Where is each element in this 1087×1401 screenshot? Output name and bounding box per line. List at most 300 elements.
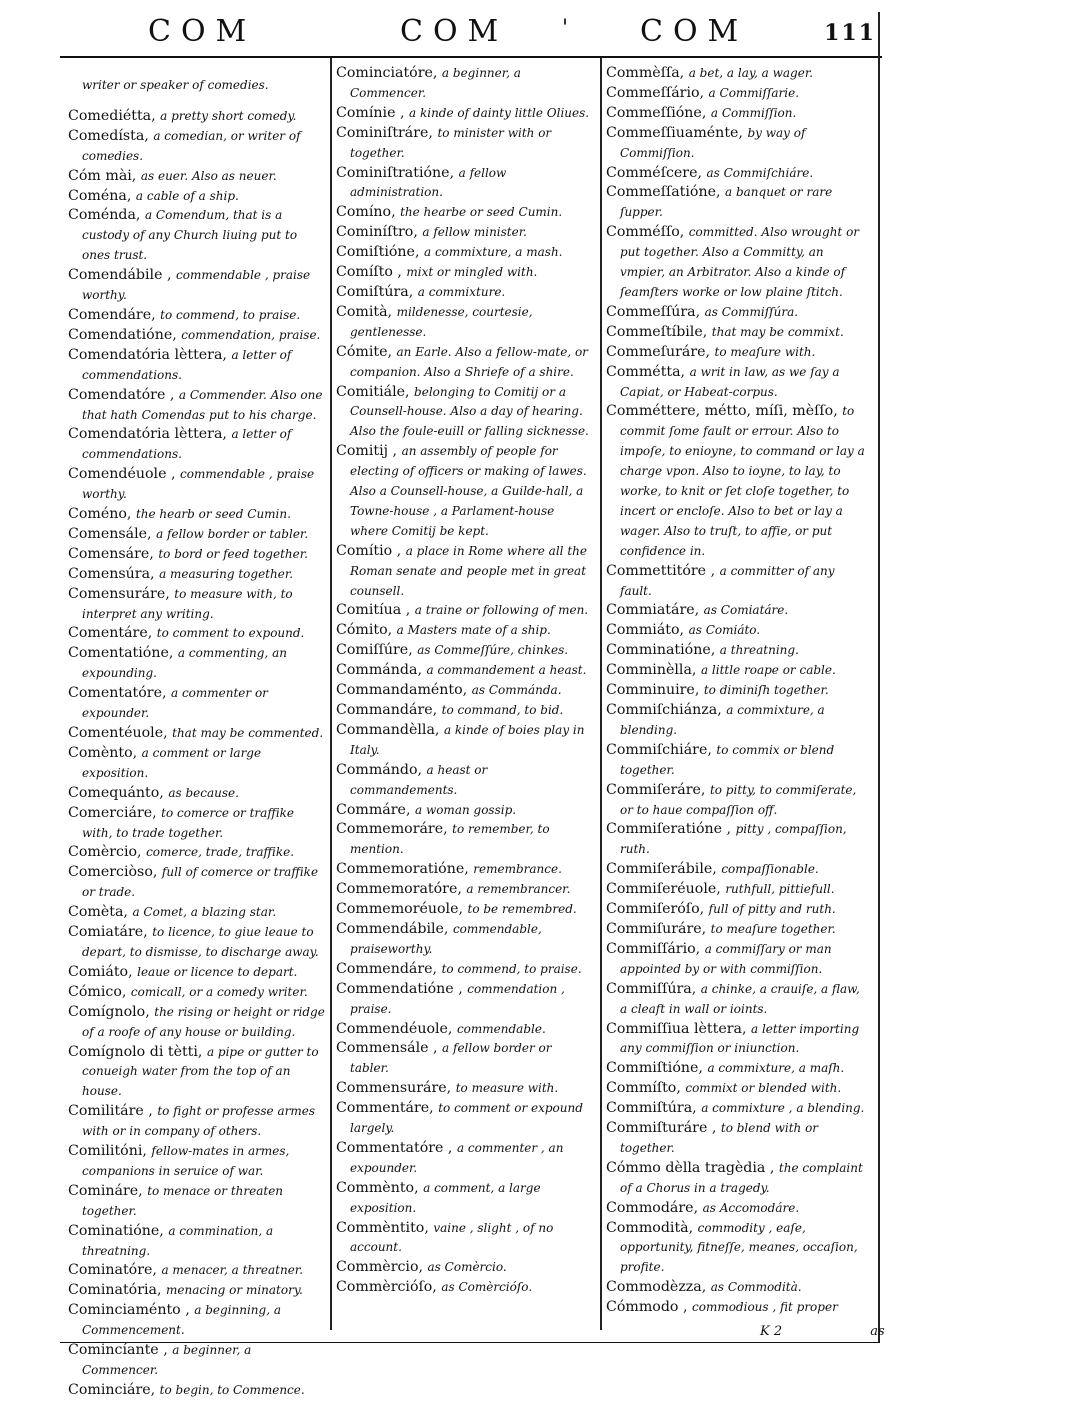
dictionary-entry <box>606 701 870 741</box>
definition: the hearb or seed Cumin. <box>135 507 291 522</box>
definition: a Commiſſion. <box>710 105 797 120</box>
headword: Commeſſatióne, <box>606 184 725 201</box>
dictionary-entry <box>336 601 594 621</box>
headword: Comminèlla, <box>606 662 701 679</box>
dictionary-entry <box>606 1298 870 1318</box>
definition: commendation , praise. <box>350 981 565 1016</box>
headword: Commèſſa, <box>606 65 689 81</box>
definition: as Comiatáre. <box>703 603 789 618</box>
dictionary-entry <box>336 721 594 761</box>
headword: Comensuráre, <box>68 585 175 602</box>
dictionary-entry <box>336 263 594 283</box>
dictionary-entry <box>336 960 594 980</box>
definition: a commiſſary or man appointed by or with commiſſion. <box>620 941 832 976</box>
definition: a fellow border or tabler. <box>156 526 309 541</box>
definition: full of pitty and ruth. <box>708 902 836 917</box>
dictionary-entry <box>68 624 326 644</box>
dictionary-entry <box>336 223 594 243</box>
definition: to command, to bid. <box>441 703 564 717</box>
dictionary-entry <box>68 1043 326 1103</box>
dictionary-entry <box>336 164 594 204</box>
headword: Commiſeréuole, <box>606 881 726 898</box>
dictionary-entry <box>68 1222 326 1262</box>
headword: Commemoratióne, <box>336 861 474 878</box>
definition: to measure with, to interpret any writing. <box>82 586 293 621</box>
headword: Commiſtióne, <box>606 1060 708 1077</box>
dictionary-entry <box>606 601 870 621</box>
dictionary-entry <box>68 724 326 744</box>
dictionary-entry <box>606 880 870 900</box>
definition: commendable , praise worthy. <box>82 467 315 502</box>
dictionary-entry <box>68 684 326 724</box>
headword: Commiſſúra, <box>606 980 701 997</box>
definition: by way of Commiſſion. <box>620 125 806 160</box>
definition: a comedian, or writer of comedies. <box>82 128 301 163</box>
headword: Coména, <box>68 187 136 204</box>
headword: Commemoráre, <box>336 821 453 838</box>
running-header <box>60 14 880 54</box>
dictionary-entry <box>336 820 594 860</box>
headword: Commodáre, <box>606 1199 703 1216</box>
definition: a beginner, a Commencer. <box>82 1343 252 1377</box>
definition: to be remembred. <box>467 902 577 917</box>
headword: Commiſuráre, <box>606 920 711 937</box>
headword: Comendatória lèttera, <box>68 346 232 363</box>
dictionary-entry <box>68 1182 326 1222</box>
headword: Commeſuráre, <box>606 343 715 360</box>
dictionary-entry <box>68 983 326 1003</box>
dictionary-entry <box>68 167 326 187</box>
dictionary-entry <box>336 1079 594 1099</box>
dictionary-entry <box>606 303 870 323</box>
headword: Commiatáre, <box>606 602 704 619</box>
definition: a committer of any fault. <box>620 563 835 598</box>
headword: Coménda, <box>68 207 145 224</box>
headword: Commiſeráre, <box>606 781 710 798</box>
definition: to menace or threaten together. <box>82 1183 284 1218</box>
header-right-guideword: COM <box>640 14 749 49</box>
definition: to comerce or traffike with, to trade together. <box>82 805 295 840</box>
headword: Comendatória lèttera, <box>68 426 232 443</box>
headword: Commándo, <box>336 761 427 778</box>
dictionary-entry <box>606 402 870 561</box>
definition: a Comendum, that is a custody of any Church liuing put to ones trust. <box>82 208 298 263</box>
headword: Comensále, <box>68 525 157 542</box>
definition: a commixture , a blending. <box>701 1101 865 1116</box>
definition: belonging to Comitij or a Counsell-house. Also a day of hearing. Also the foule-euill or falling sicknesse. <box>350 384 589 439</box>
dictionary-entry <box>336 283 594 303</box>
dictionary-entry <box>68 863 326 903</box>
dictionary-entry <box>336 1139 594 1179</box>
definition: as Accomodáre. <box>702 1200 800 1215</box>
headword: Commeſſiuaménte, <box>606 124 748 141</box>
definition: to blend with or together. <box>620 1121 819 1155</box>
definition: pitty , compaſſion, ruth. <box>620 822 847 857</box>
dictionary-entry <box>336 104 594 124</box>
page-footer <box>760 1324 885 1339</box>
headword: Cominatióne, <box>68 1222 169 1239</box>
definition: commixt or blended with. <box>685 1081 842 1096</box>
definition: to comment or expound largely. <box>350 1101 583 1136</box>
headword: Commiſeróſo, <box>606 901 709 918</box>
headword: Cominatóre, <box>68 1262 162 1279</box>
headword: Comiáto, <box>68 963 138 980</box>
definition: comerce, trade, traffike. <box>146 845 295 860</box>
headword: Coméno, <box>68 506 136 523</box>
definition: to meaſure together. <box>710 921 836 936</box>
dictionary-entry <box>336 303 594 343</box>
definition: as Comiáto. <box>688 623 761 638</box>
header-left-guideword: COM <box>148 14 257 49</box>
headword: Commettitóre , <box>606 562 720 579</box>
definition: commodity , eaſe, opportunity, fitneſſe, meanes, occaſion, profite. <box>620 1220 858 1275</box>
dictionary-entry <box>336 64 594 104</box>
dictionary-entry <box>606 104 870 124</box>
header-mark: ' <box>562 16 569 41</box>
dictionary-entry <box>336 1099 594 1139</box>
headword: Comminuire, <box>606 682 704 699</box>
definition: a place in Rome where all the Roman senate and people met in great counsell. <box>350 543 587 598</box>
headword: Comediétta, <box>68 107 161 124</box>
headword: Commèrcióſo, <box>336 1279 442 1296</box>
definition: a writ in law, as we ſay a Capiat, or Habeat-corpus. <box>620 364 840 399</box>
definition: to remember, to mention. <box>350 822 550 857</box>
dictionary-entry <box>606 781 870 821</box>
dictionary-entry <box>68 585 326 625</box>
dictionary-entry <box>606 562 870 602</box>
headword: Commodèzza, <box>606 1279 711 1296</box>
headword: Comèta, <box>68 904 133 921</box>
dictionary-entry <box>68 1142 326 1182</box>
dictionary-entry <box>68 1102 326 1142</box>
header-middle-guideword: COM <box>400 14 509 49</box>
headword: Commiſſiua lèttera, <box>606 1020 751 1037</box>
definition: as Commánda. <box>471 683 562 698</box>
dictionary-entry <box>68 545 326 565</box>
definition: that may be commented. <box>172 726 324 740</box>
dictionary-entry <box>336 801 594 821</box>
headword: Cómite, <box>336 343 397 360</box>
dictionary-entry <box>68 187 326 207</box>
definition: a cable of a ship. <box>135 188 239 203</box>
definition: a letter of commendations. <box>82 427 292 462</box>
definition: as Comèrcio. <box>427 1260 507 1275</box>
dictionary-entry <box>606 900 870 920</box>
definition: commendable, praiseworthy. <box>350 921 542 956</box>
headword: Commiſerábile, <box>606 861 722 878</box>
dictionary-entry <box>68 804 326 844</box>
definition: as because. <box>168 785 239 800</box>
headword: Cómmodo , <box>606 1299 692 1316</box>
dictionary-entry <box>606 1020 870 1060</box>
dictionary-entry <box>336 661 594 681</box>
header-rule <box>60 56 882 58</box>
definition: to minister with or together. <box>350 125 552 160</box>
headword: Comitíua , <box>336 602 415 619</box>
definition: a chinke, a crauiſe, a flaw, a cleaft in wall or ioints. <box>620 981 860 1016</box>
dictionary-entry <box>606 1119 870 1159</box>
headword: Comígnolo, <box>68 1003 155 1020</box>
dictionary-entry <box>68 505 326 525</box>
dictionary-entry <box>336 761 594 801</box>
definition: to begin, to Commence. <box>159 1382 305 1397</box>
dictionary-entry <box>68 784 326 804</box>
headword: Comènto, <box>68 744 142 761</box>
dictionary-entry <box>336 1258 594 1278</box>
headword: Cominatória, <box>68 1282 167 1299</box>
dictionary-entry <box>336 1219 594 1259</box>
dictionary-entry <box>606 84 870 104</box>
definition: a fellow administration. <box>350 165 507 200</box>
headword: Commènto, <box>336 1179 424 1196</box>
definition: a traine or following of men. <box>414 603 589 618</box>
headword: Comilitóni, <box>68 1143 152 1160</box>
headword: Commendéuole, <box>336 1020 457 1037</box>
headword: Commendábile, <box>336 920 453 937</box>
dictionary-entry <box>606 920 870 940</box>
headword: Comequánto, <box>68 784 169 801</box>
headword: Commentáre, <box>336 1100 439 1117</box>
dictionary-entry <box>606 820 870 860</box>
headword: Commeſſúra, <box>606 303 705 320</box>
dictionary-entry <box>336 681 594 701</box>
dictionary-entry <box>336 203 594 223</box>
dictionary-entry <box>336 383 594 443</box>
dictionary-entry <box>68 326 326 346</box>
dictionary-entry <box>336 243 594 263</box>
definition: the hearbe or seed Cumin. <box>400 205 563 220</box>
definition: a menacer, a threatner. <box>161 1263 304 1278</box>
definition: a commixture, a maſh. <box>707 1061 845 1076</box>
headword: Cominciatóre, <box>336 65 442 81</box>
dictionary-entry <box>68 903 326 923</box>
headword: Comendatóre , <box>68 386 179 403</box>
outer-rule <box>878 12 880 1342</box>
dictionary-entry <box>336 343 594 383</box>
headword: Comentatióne, <box>68 645 178 662</box>
dictionary-entry <box>336 124 594 164</box>
headword: Commemoréuole, <box>336 901 468 918</box>
headword: Commeſſário, <box>606 84 709 101</box>
headword: Comíſto , <box>336 264 407 281</box>
definition: a commixture. <box>417 284 506 299</box>
dictionary-entry <box>336 900 594 920</box>
dictionary-entry <box>68 386 326 426</box>
dictionary-entry <box>336 701 594 721</box>
dictionary-entry <box>336 860 594 880</box>
headword: Comméttа, <box>606 363 690 380</box>
definition: a heast or commandements. <box>350 762 488 797</box>
definition: a pretty short comedy. <box>160 108 297 123</box>
headword: Comerciòso, <box>68 864 162 881</box>
definition: a pipe or gutter to conueigh water from the top of an house. <box>82 1044 319 1099</box>
headword: Cominciáre, <box>68 1381 160 1398</box>
headword: Comendéuole , <box>68 466 181 483</box>
signature-mark: K 2 <box>760 1324 783 1339</box>
dictionary-entry <box>336 442 594 542</box>
headword: Cominciaménto , <box>68 1302 195 1319</box>
dictionary-entry <box>336 920 594 960</box>
dictionary-entry <box>606 124 870 164</box>
definition: to commend, to praise. <box>160 307 301 322</box>
definition: as Commiſſúra. <box>704 304 799 319</box>
definition: comicall, or a comedy writer. <box>130 984 308 999</box>
headword: Comítio , <box>336 542 406 559</box>
column-divider-1 <box>330 58 332 1330</box>
dictionary-entry <box>606 1159 870 1199</box>
headword: Comíno, <box>336 204 401 221</box>
definition: fellow-mates in armes, companions in seruice of war. <box>82 1144 290 1178</box>
definition: vaine , slight , of no account. <box>350 1220 554 1255</box>
headword: Comiſtióne, <box>336 244 424 261</box>
catchword: as <box>870 1324 885 1339</box>
dictionary-entry <box>68 923 326 963</box>
definition: commodious , fit proper <box>692 1300 838 1315</box>
dictionary-entry <box>68 206 326 266</box>
definition: a beginning, a Commencement. <box>82 1303 281 1338</box>
page-number: 111 <box>824 20 876 46</box>
headword: Comminatióne, <box>606 642 720 659</box>
column-2 <box>336 64 594 1298</box>
dictionary-entry <box>606 641 870 661</box>
definition: a kinde of dainty little Oliues. <box>409 105 590 120</box>
headword: Commèntito, <box>336 1219 434 1236</box>
dictionary-entry <box>68 107 326 127</box>
headword: Commiſſário, <box>606 940 705 957</box>
definition: a Comet, a blazing star. <box>132 905 277 920</box>
definition: as Commodità. <box>710 1280 802 1295</box>
definition: a bet, a lay, a wager. <box>688 66 814 80</box>
headword: Comincíante , <box>68 1342 173 1359</box>
definition: an Earle. Also a fellow-mate, or companion. Also a Shriefe of a shire. <box>350 344 588 379</box>
headword: Comiſſúre, <box>336 642 418 659</box>
headword: Cómmo dèlla tragèdia , <box>606 1159 779 1176</box>
definition: a Masters mate of a ship. <box>396 623 551 638</box>
definition: to commend, to praise. <box>441 961 582 976</box>
definition: a little roape or cable. <box>700 663 836 678</box>
definition: a commenter or expounder. <box>82 686 268 721</box>
headword: Comitij , <box>336 443 402 460</box>
dictionary-entry <box>68 306 326 326</box>
dictionary-entry <box>336 980 594 1020</box>
headword: Comendáre, <box>68 306 161 323</box>
headword: Comedísta, <box>68 127 154 144</box>
headword: Comensúra, <box>68 565 160 582</box>
definition: as Comèrcióſo. <box>441 1280 533 1295</box>
headword: Cominiſtráre, <box>336 124 438 141</box>
definition: a beginner, a Commencer. <box>350 66 521 100</box>
definition: a commination, a threatning. <box>82 1223 274 1258</box>
definition: a woman gossip. <box>414 802 517 817</box>
definition: a remembrancer. <box>466 882 571 897</box>
dictionary-entry <box>606 1079 870 1099</box>
dictionary-entry <box>68 1281 326 1301</box>
dictionary-entry <box>606 621 870 641</box>
dictionary-entry <box>68 525 326 545</box>
headword: Commendatióne , <box>336 980 468 997</box>
definition: as Commiſchiáre. <box>706 165 814 180</box>
headword: Cómico, <box>68 983 131 1000</box>
dictionary-entry <box>68 843 326 863</box>
dictionary-entry <box>606 183 870 223</box>
dictionary-entry <box>606 940 870 980</box>
headword: Commèrcio, <box>336 1259 428 1276</box>
definition: compaſſionable. <box>721 862 819 877</box>
dictionary-entry <box>606 1099 870 1119</box>
dictionary-entry <box>606 681 870 701</box>
headword: Comentáre, <box>68 625 157 642</box>
headword: Commiſeratióne , <box>606 821 736 838</box>
dictionary-entry <box>606 980 870 1020</box>
headword: Commodità, <box>606 1219 698 1236</box>
dictionary-entry <box>68 127 326 167</box>
dictionary-entry <box>336 621 594 641</box>
dictionary-entry <box>68 346 326 386</box>
definition: as Commeſſúre, chinkes. <box>417 643 569 658</box>
definition: to comment to expound. <box>156 626 305 641</box>
definition: to licence, to giue leaue to depart, to dismisse, to discharge away. <box>82 925 319 959</box>
dictionary-entry <box>336 641 594 661</box>
definition: ruthfull, pittiefull. <box>725 882 835 897</box>
definition: menacing or minatory. <box>166 1283 303 1298</box>
headword: Comínie , <box>336 104 409 121</box>
headword: Comináre, <box>68 1182 148 1199</box>
dictionary-entry <box>68 425 326 465</box>
dictionary-entry <box>336 1039 594 1079</box>
definition: a threatning. <box>719 643 799 658</box>
headword: Comméttere, métto, míſi, mèſſo, <box>606 403 843 420</box>
dictionary-entry <box>606 343 870 363</box>
headword: Comendábile , <box>68 267 177 284</box>
definition: a letter importing any commiſſion or iniunction. <box>620 1021 860 1056</box>
headword: Commiſchiáre, <box>606 741 717 758</box>
definition: a letter of commendations. <box>82 347 292 382</box>
definition: to meaſure with. <box>714 344 816 359</box>
definition: as euer. Also as neuer. <box>140 168 277 183</box>
headword: Cominíſtro, <box>336 224 423 241</box>
dictionary-entry <box>606 661 870 681</box>
definition: a comment or large exposition. <box>82 745 262 780</box>
definition: to pitty, to commiſerate, or to haue compaſſion off. <box>620 782 857 817</box>
dictionary-entry <box>336 1278 594 1298</box>
definition: a comment, a large exposition. <box>350 1180 541 1215</box>
dictionary-entry <box>606 1219 870 1279</box>
headword: Cominiſtratióne, <box>336 164 459 181</box>
definition: a Commiſſarie. <box>708 85 800 100</box>
dictionary-entry <box>68 963 326 983</box>
definition: committed. Also wrought or put together. Also a Committy, an vmpier, an Arbitrator. Also a kinde of ſeamſters worke or low plaine ſtitch. <box>620 225 860 299</box>
definition: commendable. <box>456 1021 546 1036</box>
definition: to measure with. <box>455 1081 559 1096</box>
entry-continuation: writer or speaker of comedies. <box>82 78 269 92</box>
definition: that may be commixt. <box>711 324 844 339</box>
definition: the complaint of a Chorus in a tragedy. <box>620 1160 863 1195</box>
headword: Comèrcio, <box>68 844 147 861</box>
definition: mildenesse, courtesie, gentlenesse. <box>350 304 533 339</box>
dictionary-entry <box>68 465 326 505</box>
definition: commendable , praise worthy. <box>82 268 311 303</box>
dictionary-entry <box>606 1199 870 1219</box>
definition: a commenting, an expounding. <box>82 646 287 681</box>
definition: to commit ſome fault or errour. Also to impoſe, to enioyne, to command or lay a charge vpon. Also to ioyne, to lay, to worke, to knit or ſet cloſe together, to incert or encloſe. Also to bet or lay a wager. Also to truſt, to affie, or put confidence in. <box>620 404 865 558</box>
dictionary-entry <box>606 1278 870 1298</box>
dictionary-entry <box>606 323 870 343</box>
definition: remembrance. <box>473 862 562 877</box>
definition: a measuring together. <box>159 566 294 581</box>
headword: Commiſchiánza, <box>606 702 727 718</box>
dictionary-entry <box>336 1179 594 1219</box>
definition: a fellow border or tabler. <box>350 1041 552 1076</box>
